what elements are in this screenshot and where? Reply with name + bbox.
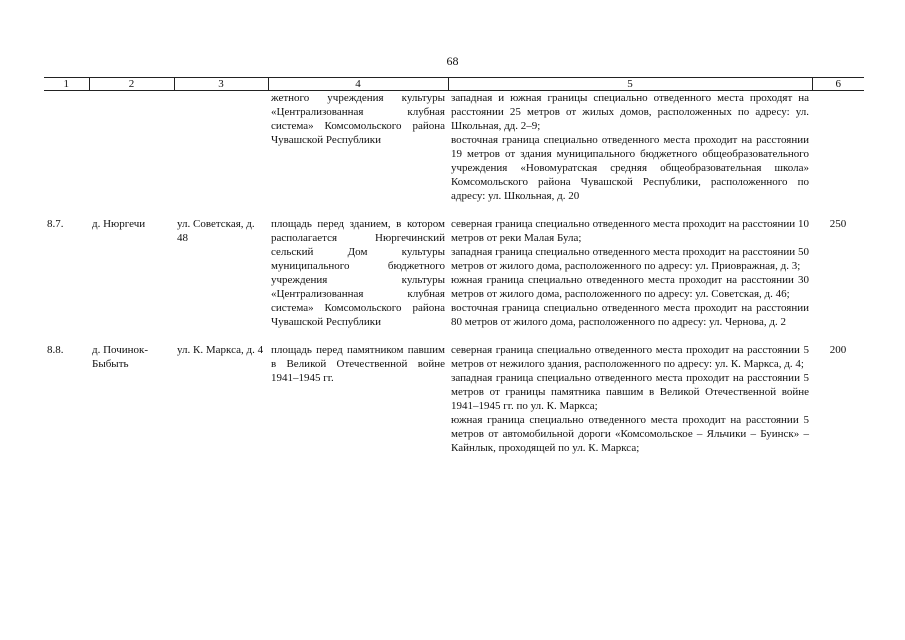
row-description: жетного учреждения культуры «Централизованная клубная система» Комсомольского района Чувашской Республики — [271, 92, 445, 146]
row-number — [44, 91, 89, 204]
border-text: южная граница специально отведенного места проходит на расстоянии 5 метров от автомобильной дороги «Комсомольское – Яльчики – Буинск» – Кайнлык, проходящей по ул. К. Маркса; — [451, 414, 809, 454]
table-row — [44, 343, 864, 455]
col-header-5: 5 — [448, 78, 812, 91]
row-borders — [448, 217, 812, 329]
col-header-3: 3 — [174, 78, 268, 91]
table-row — [44, 217, 864, 329]
row-address — [174, 91, 268, 204]
border-text: северная граница специально отведенного места проходит на расстоянии 5 метров от нежилого здания, расположенного по адресу: ул. К. Маркса, д. 4; — [451, 344, 809, 370]
row-number: 8.7. — [47, 218, 64, 230]
row-place: д. Нюргечи — [92, 218, 146, 230]
row-gap — [44, 203, 864, 217]
border-text: южная граница специально отведенного места проходит на расстоянии 30 метров от жилого дома, расположенного по адресу: ул. Советская, д. 46; — [451, 274, 809, 300]
row-number: 8.8. — [47, 344, 64, 356]
row-borders — [448, 91, 812, 204]
col-header-2: 2 — [89, 78, 174, 91]
border-text: восточная граница специально отведенного места проходит на расстоянии 19 метров от здания муниципального бюджетного общеобразовательного учреждения «Новомуратская средняя общеобразовательная школа» Комсомольского района Чувашской Республики, расположенного по адресу: ул. Школьная, д. 20 — [451, 134, 809, 202]
row-gap — [44, 329, 864, 343]
row-address: ул. Советская, д. 48 — [177, 218, 255, 244]
row-address: ул. К. Маркса, д. 4 — [177, 344, 264, 356]
border-text: западная граница специально отведенного места проходит на расстоянии 50 метров от жилого дома, расположенного по адресу: ул. Приовражная, д. 3; — [451, 246, 809, 272]
row-description: площадь перед зданием, в котором располагается Нюргечинский сельский Дом культуры муниципального бюджетного учреждения культуры «Централизованная клубная система» Комсомольского района Чувашской Республики — [271, 218, 445, 328]
row-area — [812, 91, 864, 204]
row-area: 200 — [829, 344, 847, 356]
col-header-4: 4 — [268, 78, 448, 91]
page-number: 68 — [446, 54, 459, 68]
row-area: 250 — [829, 218, 847, 230]
row-place: д. Починок-Быбыть — [92, 344, 149, 370]
places-table — [44, 77, 864, 455]
row-description: площадь перед памятником павшим в Великой Отечественной войне 1941–1945 гг. — [271, 344, 445, 384]
table-row — [44, 91, 864, 204]
border-text: западная и южная границы специально отведенного места проходят на расстоянии 25 метров от жилых домов, расположенных по адресу: ул. Школьная, дд. 2–9; — [451, 92, 809, 132]
border-text: северная граница специально отведенного места проходит на расстоянии 10 метров от реки Малая Була; — [451, 218, 809, 244]
header-row — [44, 78, 864, 91]
border-text: восточная граница специально отведенного места проходит на расстоянии 80 метров от жилого дома, расположенного по адресу: ул. Чернова, д. 2 — [451, 302, 809, 328]
row-place — [89, 91, 174, 204]
col-header-1: 1 — [44, 78, 89, 91]
row-borders — [448, 343, 812, 455]
border-text: западная граница специально отведенного места проходит на расстоянии 5 метров от границы памятника павшим в Великой Отечественной войне 1941–1945 гг. по ул. К. Маркса; — [451, 372, 809, 412]
col-header-6: 6 — [812, 78, 864, 91]
